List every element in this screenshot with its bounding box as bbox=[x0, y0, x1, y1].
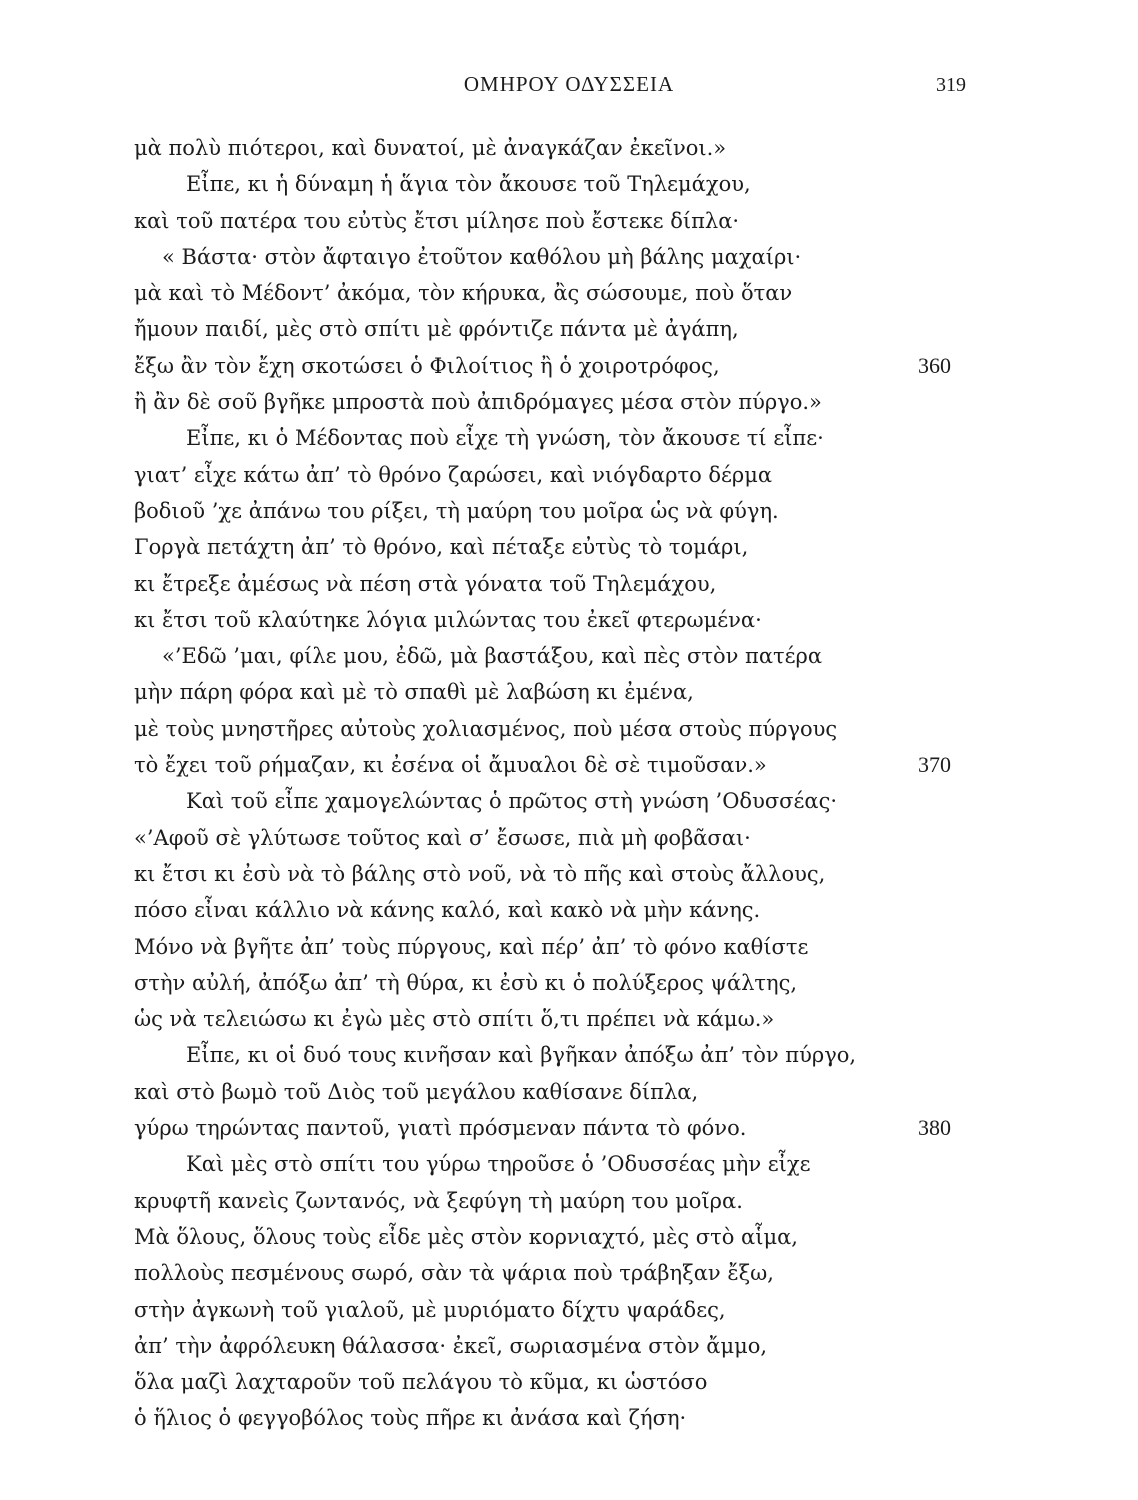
verse-line bbox=[134, 1037, 974, 1073]
verse-text: τὸ ἔχει τοῦ ρήμαζαν, κι ἐσένα οἱ ἄμυαλοι δὲ σὲ τιμοῦσαν.» bbox=[134, 753, 767, 778]
verse-line bbox=[134, 1364, 974, 1400]
verse-text: μὰ καὶ τὸ Μέδοντ’ ἀκόμα, τὸν κήρυκα, ἂς σώσουμε, ποὺ ὅταν bbox=[134, 281, 793, 306]
verse-line bbox=[134, 130, 974, 166]
verse-line bbox=[134, 384, 974, 420]
verse-line bbox=[134, 1328, 974, 1364]
line-number: 370 bbox=[918, 752, 951, 778]
verse-text: πολλοὺς πεσμένους σωρό, σὰν τὰ ψάρια ποὺ τράβηξαν ἔξω, bbox=[134, 1261, 774, 1286]
verse-text: Μὰ ὅλους, ὅλους τοὺς εἶδε μὲς στὸν κορνιαχτό, μὲς στὸ αἷμα, bbox=[134, 1224, 798, 1249]
verse-line bbox=[134, 856, 974, 892]
verse-text: ἤμουν παιδί, μὲς στὸ σπίτι μὲ φρόντιζε πάντα μὲ ἀγάπη, bbox=[134, 317, 739, 342]
verse-line bbox=[134, 1219, 974, 1255]
verse-text: Εἶπε, κι ἡ δύναμη ἡ ἅγια τὸν ἄκουσε τοῦ Τηλεμάχου, bbox=[186, 172, 751, 197]
verse-text: ὅλα μαζὶ λαχταροῦν τοῦ πελάγου τὸ κῦμα, κι ὡστόσο bbox=[134, 1370, 708, 1395]
verse-text: « Βάστα· στὸν ἄφταιγο ἐτοῦτον καθόλου μὴ βάλης μαχαίρι· bbox=[162, 244, 802, 269]
verse-text: Γοργὰ πετάχτη ἀπ’ τὸ θρόνο, καὶ πέταξε εὐτὺς τὸ τομάρι, bbox=[134, 535, 749, 560]
running-title: ΟΜΗΡΟΥ ΟΔΥΣΣΕΙΑ bbox=[463, 72, 675, 96]
verse-text: στὴν ἀγκωνὴ τοῦ γιαλοῦ, μὲ μυριόματο δίχτυ ψαράδες, bbox=[134, 1297, 726, 1322]
verse-text: κι ἔτσι κι ἐσὺ νὰ τὸ βάλης στὸ νοῦ, νὰ τὸ πῆς καὶ στοὺς ἄλλους, bbox=[134, 861, 826, 886]
verse-text: καὶ τοῦ πατέρα του εὐτὺς ἔτσι μίλησε ποὺ ἔστεκε δίπλα· bbox=[134, 208, 740, 233]
verse-text: μὴν πάρη φόρα καὶ μὲ τὸ σπαθὶ μὲ λαβώση κι ἐμένα, bbox=[134, 680, 694, 705]
verse-text: κρυφτῆ κανεὶς ζωντανός, νὰ ξεφύγη τὴ μαύρη του μοῖρα. bbox=[134, 1188, 743, 1213]
verse-line bbox=[134, 1292, 974, 1328]
page-number: 319 bbox=[936, 74, 966, 96]
verse-text: «’Αφοῦ σὲ γλύτωσε τοῦτος καὶ σ’ ἔσωσε, πιὰ μὴ φοβᾶσαι· bbox=[134, 825, 751, 850]
verse-text: ὡς νὰ τελειώσω κι ἐγὼ μὲς στὸ σπίτι ὅ,τι πρέπει νὰ κάμω.» bbox=[134, 1007, 775, 1032]
verse-text: κι ἔτσι τοῦ κλαύτηκε λόγια μιλώντας του ἐκεῖ φτερωμένα· bbox=[134, 607, 762, 632]
verse-line bbox=[134, 1400, 974, 1436]
verse-block bbox=[134, 130, 974, 1437]
verse-line bbox=[134, 929, 974, 965]
verse-line bbox=[134, 602, 974, 638]
verse-line bbox=[134, 275, 974, 311]
verse-text: καὶ στὸ βωμὸ τοῦ Διὸς τοῦ μεγάλου καθίσανε δίπλα, bbox=[134, 1079, 699, 1104]
verse-text: γύρω τηρώντας παντοῦ, γιατὶ πρόσμεναν πάντα τὸ φόνο. bbox=[134, 1116, 747, 1141]
verse-line bbox=[134, 1183, 974, 1219]
verse-text: ἀπ’ τὴν ἀφρόλευκη θάλασσα· ἐκεῖ, σωριασμένα στὸν ἄμμο, bbox=[134, 1333, 768, 1358]
verse-line bbox=[134, 1074, 974, 1110]
verse-text: στὴν αὐλή, ἀπόξω ἀπ’ τὴ θύρα, κι ἐσὺ κι ὁ πολύξερος ψάλτης, bbox=[134, 970, 798, 995]
verse-text: Εἶπε, κι ὁ Μέδοντας ποὺ εἶχε τὴ γνώση, τὸν ἄκουσε τί εἶπε· bbox=[186, 426, 824, 451]
verse-text: Εἶπε, κι οἱ δυό τους κινῆσαν καὶ βγῆκαν ἀπόξω ἀπ’ τὸν πύργο, bbox=[186, 1043, 857, 1068]
verse-line bbox=[134, 420, 974, 456]
running-header bbox=[0, 72, 1138, 102]
verse-text: μὲ τοὺς μνηστῆρες αὐτοὺς χολιασμένος, ποὺ μέσα στοὺς πύργους bbox=[134, 716, 838, 741]
verse-text: Καὶ τοῦ εἶπε χαμογελώντας ὁ πρῶτος στὴ γνώση ’Οδυσσέας· bbox=[186, 789, 838, 814]
verse-text: «’Εδῶ ’μαι, φίλε μου, ἐδῶ, μὰ βαστάξου, καὶ πὲς στὸν πατέρα bbox=[162, 644, 823, 669]
verse-text: κι ἔτρεξε ἀμέσως νὰ πέση στὰ γόνατα τοῦ Τηλεμάχου, bbox=[134, 571, 717, 596]
verse-line bbox=[134, 203, 974, 239]
verse-line bbox=[134, 1110, 974, 1146]
verse-line bbox=[134, 1146, 974, 1182]
verse-text: Μόνο νὰ βγῆτε ἀπ’ τοὺς πύργους, καὶ πέρ’ ἀπ’ τὸ φόνο καθίστε bbox=[134, 934, 809, 959]
verse-line bbox=[134, 311, 974, 347]
verse-line bbox=[134, 783, 974, 819]
verse-line bbox=[134, 711, 974, 747]
verse-text: ὁ ἥλιος ὁ φεγγοβόλος τοὺς πῆρε κι ἀνάσα καὶ ζήση· bbox=[134, 1406, 687, 1431]
verse-line bbox=[134, 1001, 974, 1037]
verse-text: ἢ ἂν δὲ σοῦ βγῆκε μπροστὰ ποὺ ἀπιδρόμαγες μέσα στὸν πύργο.» bbox=[134, 390, 822, 415]
verse-line bbox=[134, 493, 974, 529]
verse-line bbox=[134, 457, 974, 493]
line-number: 360 bbox=[918, 352, 951, 378]
line-number: 380 bbox=[918, 1115, 951, 1141]
verse-line bbox=[134, 820, 974, 856]
verse-line bbox=[134, 566, 974, 602]
verse-text: μὰ πολὺ πιότεροι, καὶ δυνατοί, μὲ ἀναγκάζαν ἐκεῖνοι.» bbox=[134, 136, 727, 160]
verse-text: ἔξω ἂν τὸν ἔχη σκοτώσει ὁ Φιλοίτιος ἢ ὁ χοιροτρόφος, bbox=[134, 353, 720, 378]
verse-line bbox=[134, 638, 974, 674]
verse-line bbox=[134, 892, 974, 928]
verse-line bbox=[134, 747, 974, 783]
verse-text: πόσο εἶναι κάλλιο νὰ κάνης καλό, καὶ κακὸ νὰ μὴν κάνης. bbox=[134, 898, 761, 923]
verse-text: Καὶ μὲς στὸ σπίτι του γύρω τηροῦσε ὁ ’Οδυσσέας μὴν εἶχε bbox=[186, 1152, 811, 1177]
verse-line bbox=[134, 239, 974, 275]
verse-line bbox=[134, 965, 974, 1001]
verse-line bbox=[134, 1255, 974, 1291]
verse-line bbox=[134, 674, 974, 710]
verse-line bbox=[134, 166, 974, 202]
verse-line bbox=[134, 529, 974, 565]
verse-line bbox=[134, 348, 974, 384]
verse-text: γιατ’ εἶχε κάτω ἀπ’ τὸ θρόνο ζαρώσει, καὶ νιόγδαρτο δέρμα bbox=[134, 462, 773, 487]
verse-text: βοδιοῦ ’χε ἀπάνω του ρίξει, τὴ μαύρη του μοῖρα ὡς νὰ φύγη. bbox=[134, 498, 779, 523]
